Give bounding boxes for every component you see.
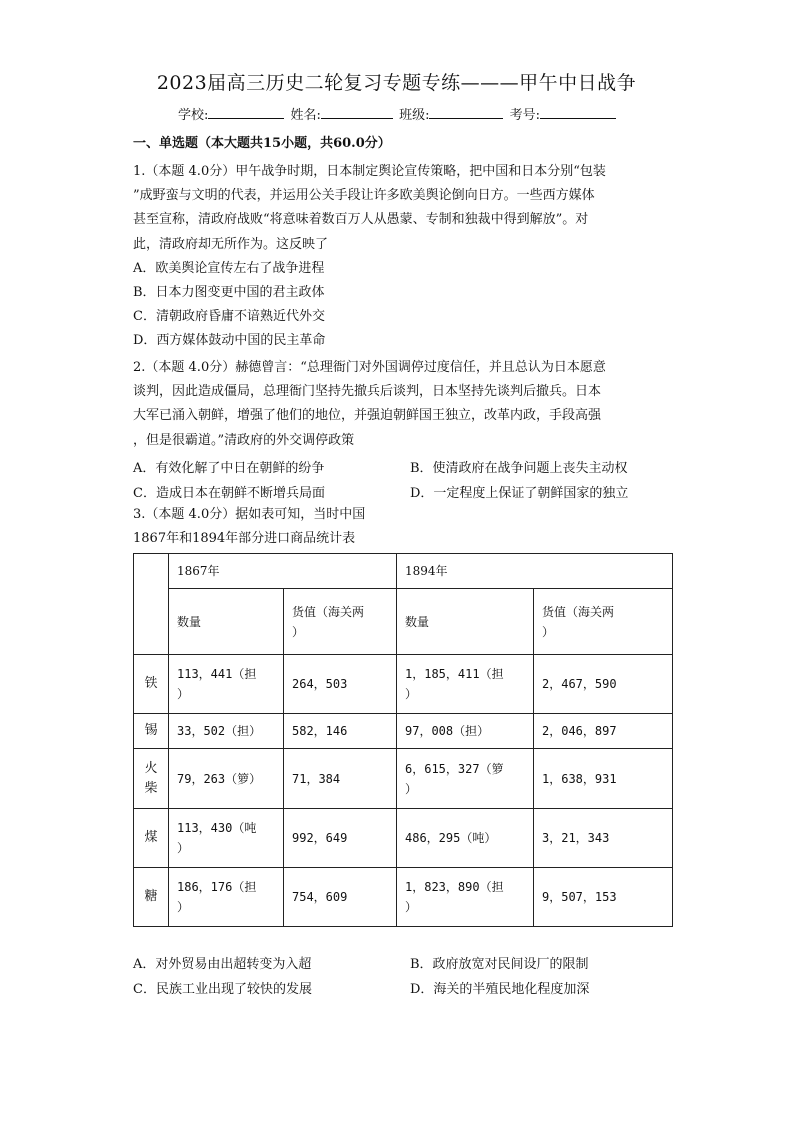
question-2-line: ，但是很霸道。”清政府的外交调停政策 — [133, 432, 355, 448]
question-1-line: ”成野蛮与文明的代表，并运用公关手段让许多欧美舆论倒向日方。一些西方媒体 — [133, 188, 595, 204]
question-1-line: 此，清政府却无所作为。这反映了 — [133, 236, 329, 252]
cell-line: 1，823，890（担 — [405, 880, 504, 894]
table-corner-cell — [134, 554, 169, 655]
table-row — [134, 809, 673, 868]
question-1-option-a[interactable]: A．欧美舆论宣传左右了战争进程 — [133, 260, 325, 276]
quantity-cell — [169, 655, 284, 714]
name-label: 姓名: — [290, 108, 321, 123]
cell-line: ） — [405, 687, 418, 701]
table-row — [134, 868, 673, 927]
quantity-cell: 79，263（箩） — [169, 749, 284, 809]
value-cell: 754，609 — [284, 868, 397, 927]
question-2-line: 2.（本题 4.0分）赫德曾言：“总理衙门对外国调停过度信任，并且总认为日本愿意 — [133, 360, 606, 375]
value-cell: 2，046，897 — [534, 714, 673, 749]
section-heading: 一、单选题（本大题共15小题，共60.0分） — [133, 136, 391, 151]
table-row — [134, 655, 673, 714]
value-cell: 1，638，931 — [534, 749, 673, 809]
item-cell: 铁 — [134, 655, 169, 714]
table-caption: 1867年和1894年部分进口商品统计表 — [133, 531, 356, 547]
value-cell: 992，649 — [284, 809, 397, 868]
value-cell: 9，507，153 — [534, 868, 673, 927]
value-header-line: 货值（海关两 — [292, 604, 365, 619]
cell-line: 6，615，327（箩 — [405, 761, 504, 776]
year-1867-header: 1867年 — [169, 554, 397, 589]
page-title: 2023届高三历史二轮复习专题专练———甲午中日战争 — [156, 72, 637, 94]
question-3-line: 3.（本题 4.0分）据如表可知，当时中国 — [133, 507, 366, 522]
cell-line: ） — [177, 687, 190, 701]
item-cell: 火柴 — [134, 749, 169, 809]
name-field[interactable] — [321, 105, 393, 119]
question-3-option-b[interactable]: B．政府放宽对民间设厂的限制 — [410, 957, 589, 972]
quantity-cell — [169, 868, 284, 927]
value-cell: 71，384 — [284, 749, 397, 809]
table-header-row — [134, 554, 673, 589]
question-1-option-b[interactable]: B．日本力图变更中国的君主政体 — [133, 284, 325, 300]
cell-line: 186，176（担 — [177, 880, 257, 894]
question-1-line: 甚至宣称，清政府战败“将意味着数百万人从愚蒙、专制和独裁中得到解放”。对 — [133, 212, 589, 228]
number-field[interactable] — [540, 105, 616, 119]
value-header-line: ） — [542, 624, 555, 639]
school-field[interactable] — [208, 105, 284, 119]
item-cell: 糖 — [134, 868, 169, 927]
number-label: 考号: — [509, 108, 540, 123]
class-field[interactable] — [429, 105, 503, 119]
question-2-stem — [133, 356, 673, 453]
cell-line: ） — [405, 781, 418, 796]
student-info-row — [178, 104, 618, 123]
question-3-option-d[interactable]: D．海关的半殖民地化程度加深 — [410, 982, 590, 997]
quantity-cell: 97，008（担） — [397, 714, 534, 749]
table-subheader-row — [134, 589, 673, 655]
item-cell: 锡 — [134, 714, 169, 749]
question-2-option-c[interactable]: C．造成日本在朝鲜不断增兵局面 — [133, 486, 325, 501]
cell-line: 1，185，411（担 — [405, 667, 504, 681]
class-label: 班级: — [399, 108, 430, 123]
cell-line: ） — [177, 900, 190, 914]
quantity-cell — [397, 868, 534, 927]
table-row — [134, 714, 673, 749]
question-3-option-a[interactable]: A．对外贸易由出超转变为入超 — [133, 957, 312, 972]
question-3-stem — [133, 503, 673, 551]
value-cell: 2，467，590 — [534, 655, 673, 714]
import-statistics-table — [133, 553, 673, 927]
year-1894-header: 1894年 — [397, 554, 673, 589]
cell-line: ） — [177, 841, 190, 855]
value-cell: 582，146 — [284, 714, 397, 749]
quantity-cell: 486，295（吨） — [397, 809, 534, 868]
quantity-header: 数量 — [397, 589, 534, 655]
question-1-option-d[interactable]: D．西方媒体鼓动中国的民主革命 — [133, 333, 326, 349]
quantity-cell: 33，502（担） — [169, 714, 284, 749]
question-3-option-c[interactable]: C．民族工业出现了较快的发展 — [133, 982, 312, 997]
question-1-line: 1.（本题 4.0分）甲午战争时期，日本制定舆论宣传策略，把中国和日本分别“包装 — [133, 164, 606, 179]
question-1-option-c[interactable]: C．清朝政府昏庸不谙熟近代外交 — [133, 309, 325, 325]
item-cell: 煤 — [134, 809, 169, 868]
value-cell: 264，503 — [284, 655, 397, 714]
question-2-option-d[interactable]: D．一定程度上保证了朝鲜国家的独立 — [410, 486, 629, 501]
quantity-cell — [169, 809, 284, 868]
value-cell: 3，21，343 — [534, 809, 673, 868]
value-header-line: ） — [292, 624, 305, 639]
question-1-stem — [133, 160, 673, 354]
question-2-option-a[interactable]: A．有效化解了中日在朝鲜的纷争 — [133, 461, 325, 476]
quantity-header: 数量 — [169, 589, 284, 655]
question-2-option-b[interactable]: B．使清政府在战争问题上丧失主动权 — [410, 461, 628, 476]
value-header-line: 货值（海关两 — [542, 604, 615, 619]
quantity-cell — [397, 749, 534, 809]
cell-line: 113，430（吨 — [177, 821, 257, 835]
value-header — [284, 589, 397, 655]
value-header — [534, 589, 673, 655]
question-2-line: 大军已涌入朝鲜，增强了他们的地位，并强迫朝鲜国王独立，改革内政，手段高强 — [133, 408, 602, 424]
school-label: 学校: — [178, 108, 209, 123]
table-row — [134, 749, 673, 809]
question-2-line: 谈判，因此造成僵局，总理衙门坚持先撤兵后谈判，日本坚持先谈判后撤兵。日本 — [133, 384, 602, 400]
cell-line: ） — [405, 900, 418, 914]
quantity-cell — [397, 655, 534, 714]
cell-line: 113，441（担 — [177, 667, 257, 681]
